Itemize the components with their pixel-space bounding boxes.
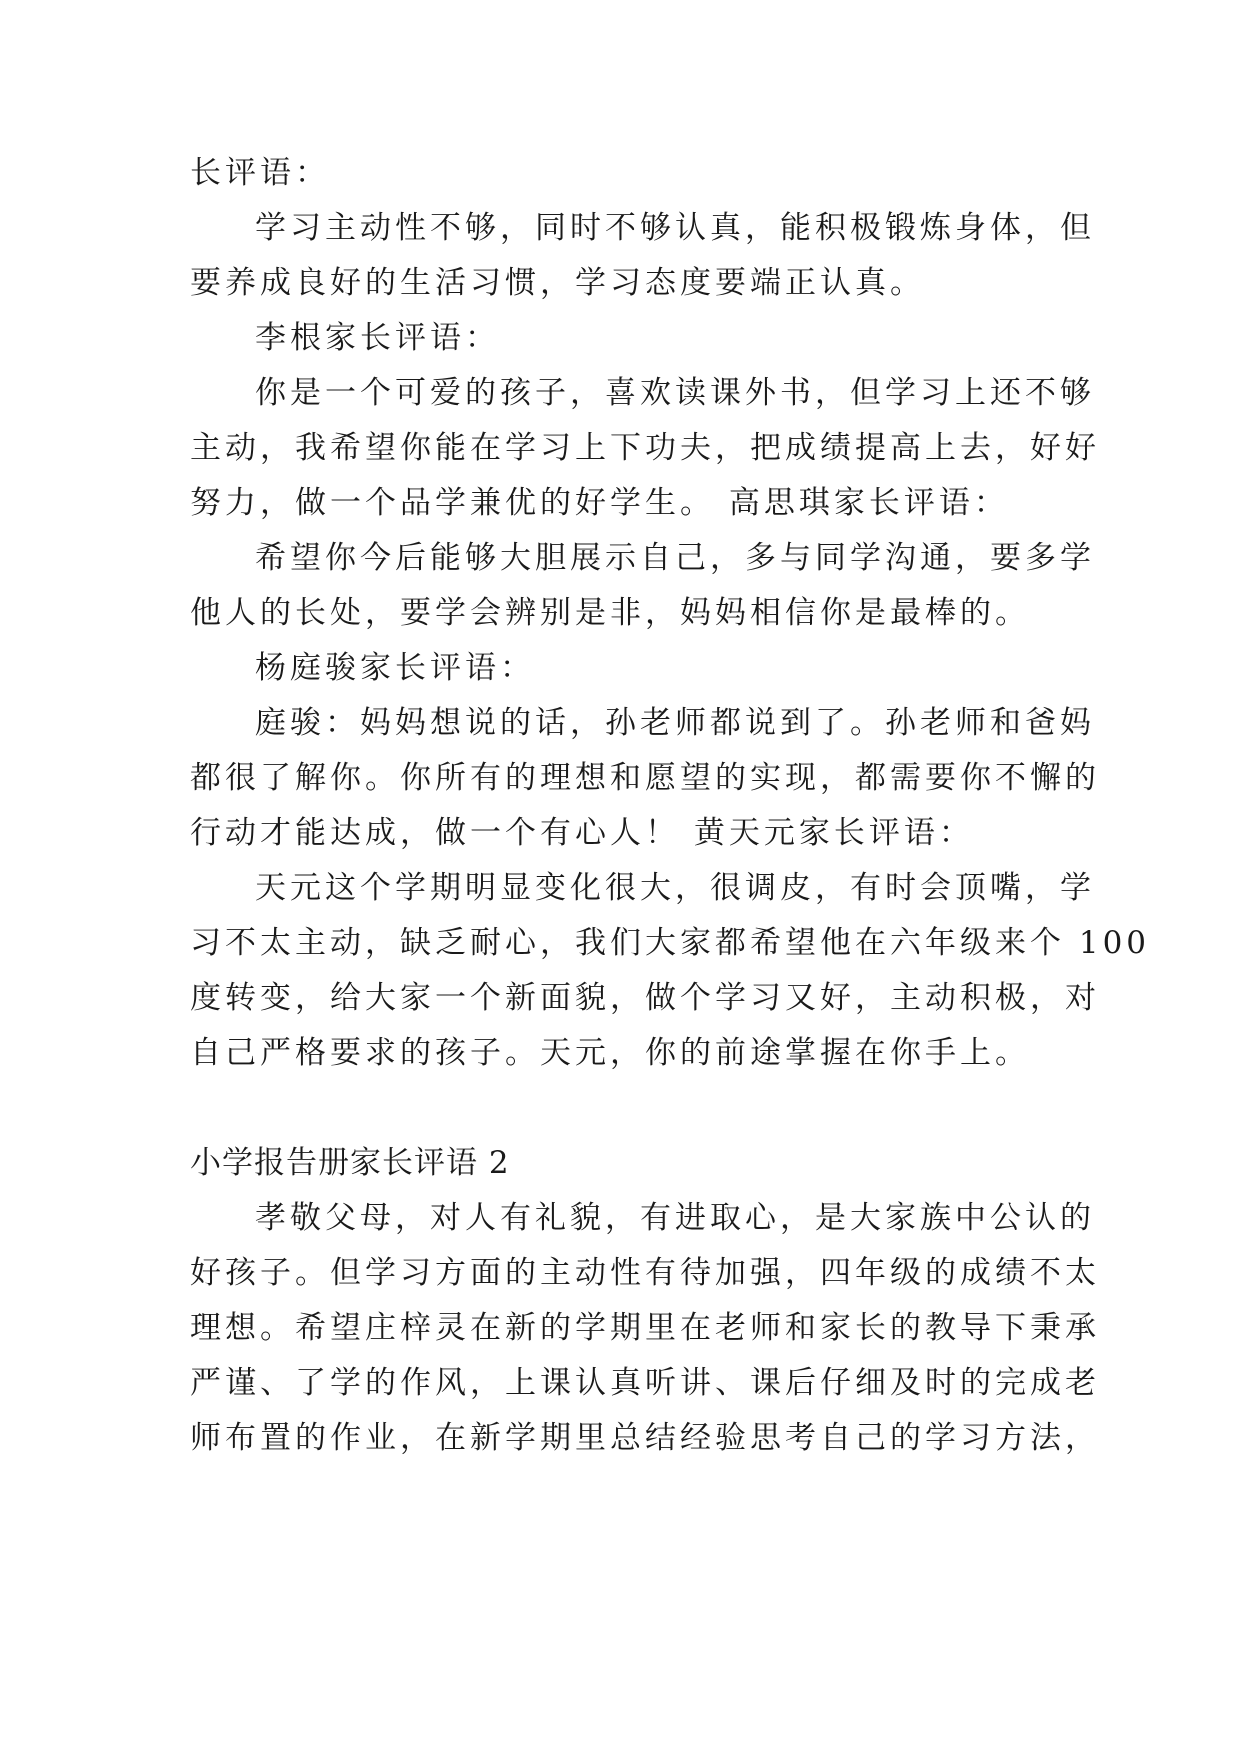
- text-line: 你是一个可爱的孩子，喜欢读课外书，但学习上还不够: [255, 375, 1095, 411]
- text-line: 天元这个学期明显变化很大，很调皮，有时会顶嘴，学: [255, 870, 1095, 906]
- text-line: 长评语：: [190, 155, 330, 191]
- section-heading: 小学报告册家长评语 2: [190, 1145, 510, 1181]
- text-line: 努力，做一个品学兼优的好学生。 高思琪家长评语：: [190, 485, 1009, 521]
- text-line: 自己严格要求的孩子。天元，你的前途掌握在你手上。: [190, 1035, 1030, 1071]
- text-line: 行动才能达成，做一个有心人！ 黄天元家长评语：: [190, 815, 974, 851]
- text-line: 要养成良好的生活习惯，学习态度要端正认真。: [190, 265, 925, 301]
- text-line: 师布置的作业，在新学期里总结经验思考自己的学习方法，: [190, 1420, 1100, 1456]
- text-line: 好孩子。但学习方面的主动性有待加强，四年级的成绩不太: [190, 1255, 1100, 1291]
- text-line: 都很了解你。你所有的理想和愿望的实现，都需要你不懈的: [190, 760, 1100, 796]
- text-line: 度转变，给大家一个新面貌，做个学习又好，主动积极，对: [190, 980, 1100, 1016]
- text-line: 庭骏：妈妈想说的话，孙老师都说到了。孙老师和爸妈: [255, 705, 1095, 741]
- text-line: 孝敬父母，对人有礼貌，有进取心，是大家族中公认的: [255, 1200, 1095, 1236]
- text-line: 严谨、了学的作风，上课认真听讲、课后仔细及时的完成老: [190, 1365, 1100, 1401]
- text-line: 主动，我希望你能在学习上下功夫，把成绩提高上去，好好: [190, 430, 1100, 466]
- text-line: 理想。希望庄梓灵在新的学期里在老师和家长的教导下秉承: [190, 1310, 1100, 1346]
- text-line: 他人的长处，要学会辨别是非，妈妈相信你是最棒的。: [190, 595, 1030, 631]
- text-line: 学习主动性不够，同时不够认真，能积极锻炼身体，但: [255, 210, 1095, 246]
- text-line: 习不太主动，缺乏耐心，我们大家都希望他在六年级来个 100: [190, 925, 1151, 961]
- text-line: 李根家长评语：: [255, 320, 500, 356]
- text-line: 杨庭骏家长评语：: [255, 650, 535, 686]
- text-line: 希望你今后能够大胆展示自己，多与同学沟通，要多学: [255, 540, 1095, 576]
